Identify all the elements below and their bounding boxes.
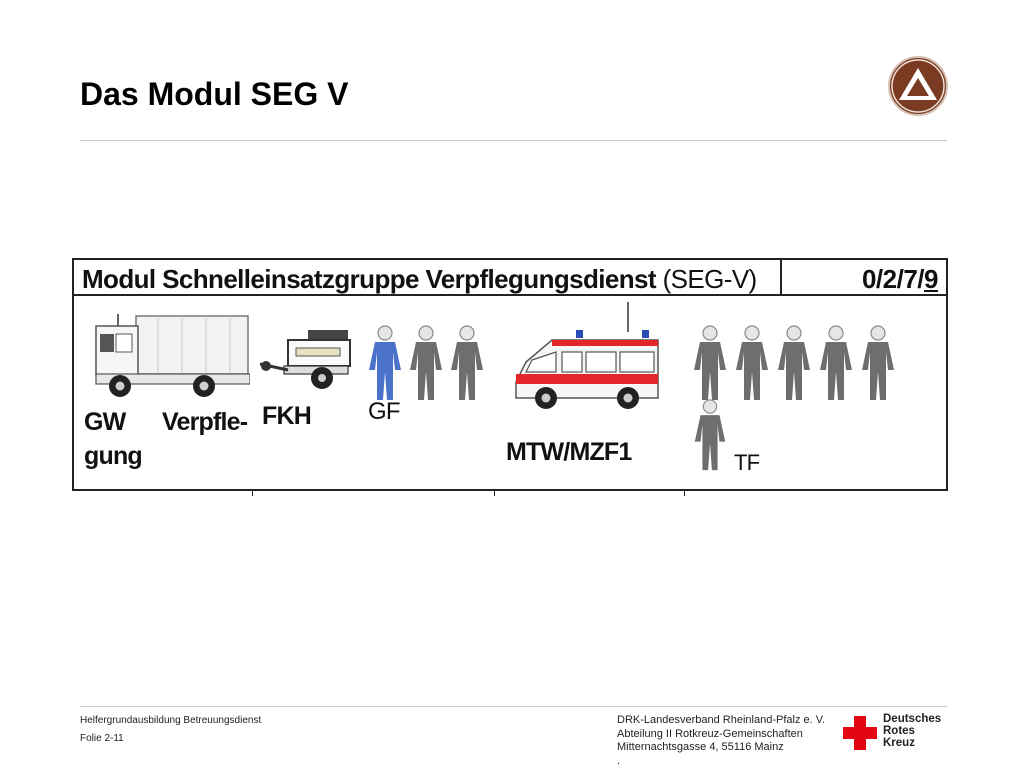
module-code-total: 9 [924,264,938,294]
label-verpflegung-part2: gung [84,442,142,470]
footer-organization [617,714,825,768]
module-header [74,260,946,296]
crew-figure-icon [817,324,855,402]
footer-org-line: Abteilung II Rotkreuz-Gemeinschaften [617,727,803,740]
bottom-tick [252,490,253,496]
crew-figure-icon [691,398,729,472]
crew-figure-icon [448,324,486,402]
bottom-tick [494,490,495,496]
drk-wordmark-line: Deutsches [883,713,942,725]
footer-divider [80,706,947,707]
label-fkh: FKH [262,402,311,430]
drk-wordmark-line: Kreuz [883,737,915,749]
crew-figure-icon [407,324,445,402]
field-kitchen-trailer-icon [258,324,352,396]
drk-wordmark [883,713,941,749]
header-divider [780,260,782,294]
drk-wordmark-line: Rotes [883,725,915,737]
crew-figure-icon [859,324,897,402]
label-gw: GW [84,408,126,436]
footer-course: Helfergrundausbildung Betreuungsdienst [80,715,262,726]
supply-truck-icon [94,312,250,400]
module-graphic [72,258,948,491]
group-leader-figure-icon [366,324,404,402]
footer-org-line: Mitternachtsgasse 4, 55116 Mainz [617,741,784,753]
module-title-sub: (SEG-V) [662,264,757,294]
slide-title: Das Modul SEG V [80,76,349,112]
red-cross-icon [843,716,877,750]
label-tf: TF [734,450,760,475]
label-verpflegung-part1: Verpfle- [162,408,248,436]
module-strength-code [862,264,938,295]
crew-figure-icon [775,324,813,402]
crew-figure-icon [691,324,729,402]
footer-org-line: . [617,754,621,767]
seg-logo-icon [888,56,948,116]
bottom-tick [684,490,685,496]
module-title-main: Modul Schnelleinsatzgruppe Verpflegungsdienst [82,264,656,294]
title-divider [80,140,947,141]
crew-figure-icon [733,324,771,402]
label-gf: GF [368,398,400,425]
label-mtw: MTW/MZF1 [506,438,632,466]
module-code-main: 0/2/7/ [861,264,925,294]
module-title [82,264,757,295]
team-van-icon [512,300,664,410]
footer-org-line: DRK-Landesverband Rheinland-Pfalz e. V. [617,714,826,726]
footer-slide-number: Folie 2-11 [80,733,124,744]
